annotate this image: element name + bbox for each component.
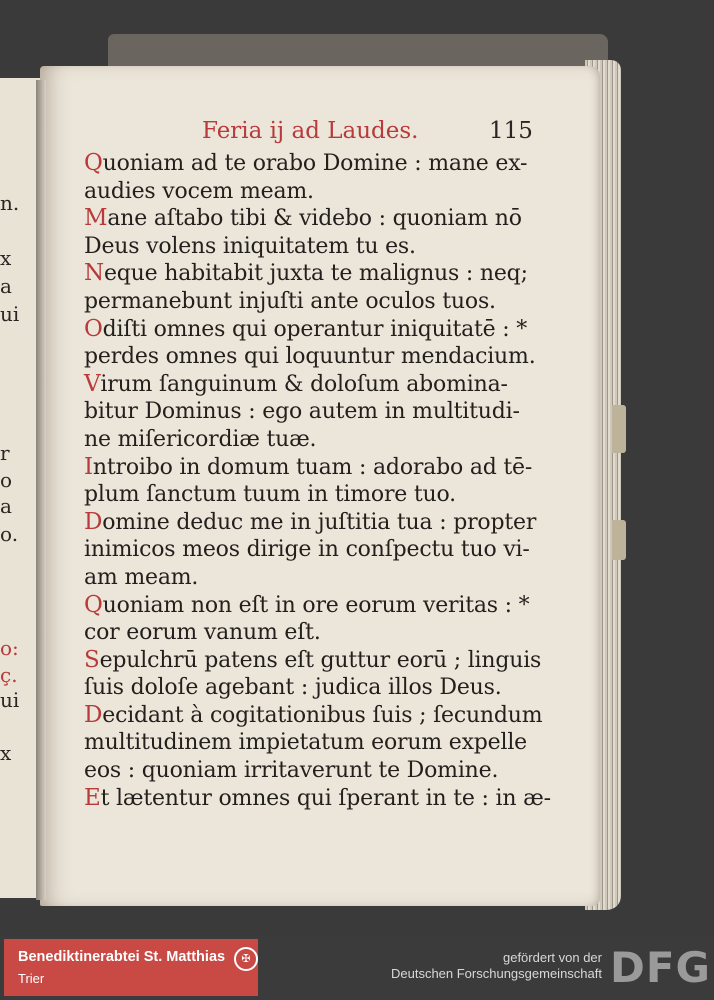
text-line — [84, 508, 537, 537]
rubric-initial: V — [84, 370, 101, 397]
line-text: Deus volens iniquitatem tu es. — [84, 233, 416, 259]
line-text: ecidant à cogitationibus ſuis ; ſecundum — [102, 702, 543, 728]
left-page-fragment: o. — [0, 522, 19, 546]
line-text: ne miſericordiæ tuæ. — [84, 426, 317, 452]
ribbon-tab — [612, 405, 626, 453]
rubric-initial: S — [84, 646, 100, 673]
line-text: perdes omnes qui loquuntur mendacium. — [84, 344, 536, 370]
text-line — [84, 757, 534, 785]
text-line — [84, 701, 543, 730]
left-page-fragment: n. — [0, 191, 20, 215]
rubric-initial: E — [84, 784, 101, 811]
dfg-logo[interactable]: DFG — [610, 943, 712, 992]
text-line — [84, 150, 534, 178]
text-line — [84, 260, 534, 288]
line-text: epulchrū patens eſt guttur eorū ; linguis — [99, 647, 542, 673]
line-text: cor eorum vanum eſt. — [84, 620, 321, 646]
funding-credit — [330, 950, 602, 982]
text-line — [84, 371, 534, 399]
line-text: eque habitabit juxta te malignus : neq; — [103, 261, 528, 287]
text-line — [84, 398, 534, 426]
text-line — [84, 454, 534, 482]
left-page-fragment: x — [0, 741, 12, 765]
line-text: permanebunt injuſti ante oculos tuos. — [84, 288, 496, 314]
left-page-fragment: ui — [0, 302, 20, 326]
text-line — [84, 343, 534, 371]
text-line — [84, 592, 534, 620]
line-text: uoniam non eſt in ore eorum veritas : * — [102, 592, 530, 618]
line-text: diſti omnes qui operantur iniquitatē : * — [102, 316, 528, 342]
line-text: t lætentur omnes qui ſperant in te : in æ- — [100, 785, 551, 811]
left-page-fragment: a — [0, 494, 12, 518]
text-line — [84, 784, 551, 813]
institution-name: Benediktinerabtei St. Matthias — [18, 949, 226, 965]
rubric-initial: D — [84, 508, 103, 535]
text-line — [84, 481, 534, 509]
book-gutter — [36, 80, 46, 900]
left-page-fragment: o — [0, 468, 13, 492]
text-line — [84, 288, 534, 316]
funded-line-2: Deutschen Forschungsgemeinschaft — [390, 966, 602, 981]
line-text: bitur Dominus : ego autem in multitudi- — [84, 399, 520, 425]
text-line — [84, 426, 534, 454]
left-page-fragment: x — [0, 246, 12, 270]
line-text: ane aſtabo tibi & videbo : quoniam nō — [107, 206, 522, 232]
text-line — [84, 564, 534, 592]
rubric-initial: Q — [84, 150, 103, 176]
page-header — [0, 118, 714, 152]
line-text: eos : quoniam irritaverunt te Domine. — [84, 758, 499, 784]
page-number: 115 — [489, 118, 533, 144]
line-text: am meam. — [84, 564, 199, 590]
line-text: audies vocem meam. — [84, 178, 314, 204]
page-body — [84, 150, 551, 812]
left-page-fragment: ç. — [0, 663, 18, 687]
line-text: uoniam ad te orabo Domine : mane ex- — [102, 151, 528, 176]
line-text: ntroibo in domum tuam : adorabo ad tē- — [92, 454, 533, 480]
rubric-initial: Q — [84, 591, 103, 618]
line-text: omine deduc me in juſtitia tua : propter — [102, 509, 537, 535]
text-line — [84, 646, 542, 675]
abbey-logo-icon: ✠ — [234, 947, 258, 971]
left-page-fragment: a — [0, 274, 12, 298]
left-page-fragment: ui — [0, 688, 20, 712]
text-line — [84, 178, 534, 206]
rubric-initial: N — [84, 260, 104, 287]
text-line — [84, 316, 534, 344]
text-line — [84, 619, 534, 647]
rubric-initial: I — [84, 453, 93, 480]
text-line — [84, 536, 534, 564]
ribbon-tab — [612, 520, 626, 560]
left-page-fragment: r — [0, 441, 10, 465]
line-text: multitudinem impietatum eorum expelle — [84, 730, 527, 756]
institution-city: Trier — [18, 971, 45, 986]
text-line — [84, 205, 534, 233]
rubric-initial: D — [84, 701, 103, 728]
line-text: inimicos meos dirige in conſpectu tuo vi- — [84, 537, 530, 563]
line-text: ſuis doloſe agebant : judica illos Deus. — [84, 675, 502, 701]
footer-bar — [0, 935, 714, 1000]
institution-banner[interactable] — [4, 939, 258, 996]
line-text: plum ſanctum tuum in timore tuo. — [84, 482, 456, 508]
text-line — [84, 729, 534, 757]
left-page-fragment: o: — [0, 636, 19, 660]
line-text: irum ſanguinum & doloſum abomina- — [100, 371, 508, 397]
text-line — [84, 233, 534, 261]
rubric-initial: O — [84, 315, 103, 342]
rubric-initial: M — [84, 205, 108, 232]
text-line — [84, 674, 534, 702]
funded-line-1: gefördert von der — [502, 950, 602, 965]
running-title: Feria ij ad Laudes. — [202, 118, 419, 144]
